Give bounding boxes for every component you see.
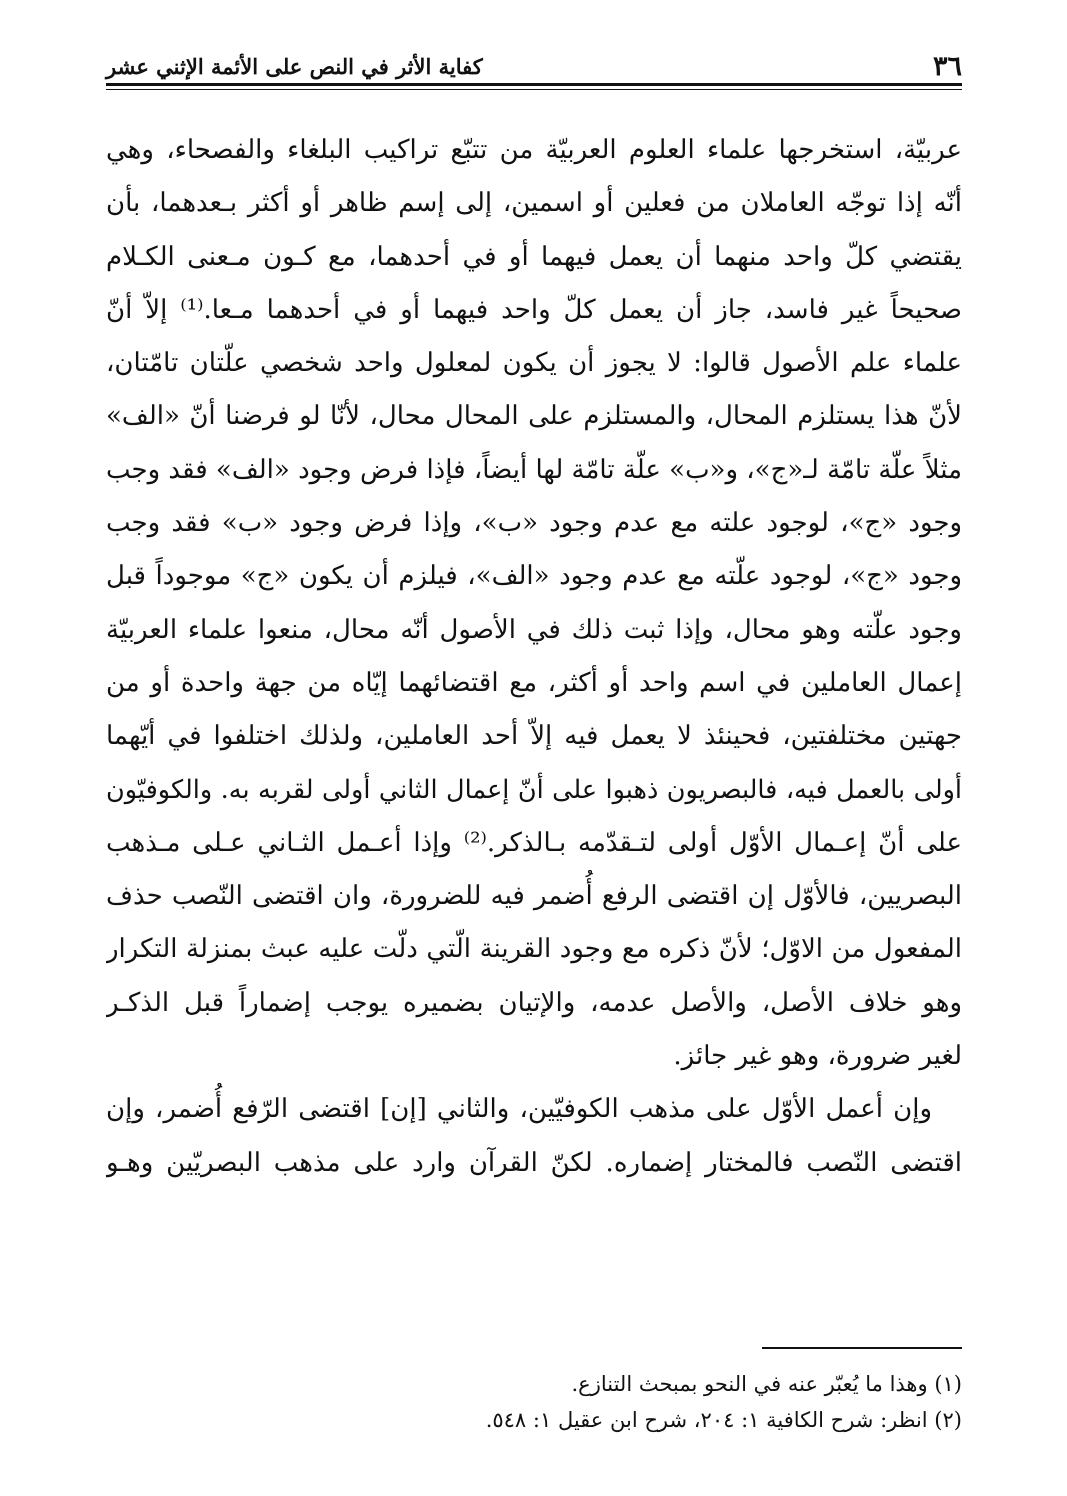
text-line: علماء علم الأصول قالوا: لا يجوز أن يكون لمعلول واحد شخصي علّتان تامّتان، — [106, 348, 962, 379]
text-line: اقتضى النّصب فالمختار إضماره. لكنّ القرآن وارد على مذهب البصريّين وهـو — [106, 1147, 962, 1178]
text-line: على أنّ إعـمال الأوّل أولى لتـقدّمه بـالذكر.⁽²⁾ وإذا أعـمل الثـاني عـلى مـذهب — [106, 827, 962, 858]
text-line: عربيّة، استخرجها علماء العلوم العربيّة من تتبّع تراكيب البلغاء والفصحاء، وهي — [106, 135, 962, 165]
text-line: وهو خلاف الأصل، والأصل عدمه، والإتيان بضميره يوجب إضماراً قبل الذكـر — [106, 987, 962, 1018]
footnote-2: (٢) انظر: شرح الكافية ١: ٢٠٤، شرح ابن عقيل ١: ٥٤٨. — [485, 1408, 962, 1432]
text-line: لأنّ هذا يستلزم المحال، والمستلزم على المحال محال، لأنّا لو فرضنا أنّ «الف» — [106, 401, 962, 432]
text-line: وجود «ج»، لوجود علّته مع عدم وجود «الف»، فيلزم أن يكون «ج» موجوداً قبل — [106, 561, 962, 592]
main-text — [106, 124, 962, 1190]
text-line: جهتين مختلفتين، فحينئذ لا يعمل فيه إلاّ أحد العاملين، ولذلك اختلفوا في أيّهما — [106, 721, 962, 752]
text-line: صحيحاً غير فاسد، جاز أن يعمل كلّ واحد فيهما أو في أحدهما مـعا.⁽¹⁾ إلاّ أنّ — [106, 294, 962, 325]
text-line: مثلاً علّة تامّة لـ«ج»، و«ب» علّة تامّة لها أيضاً، فإذا فرض وجود «الف» فقد وجب — [106, 454, 962, 485]
footnotes — [106, 1366, 962, 1438]
text-line: وجود «ج»، لوجود علته مع عدم وجود «ب»، وإذا فرض وجود «ب» فقد وجب — [106, 508, 962, 539]
paragraph-end-line: لغير ضرورة، وهو غير جائز. — [673, 1041, 962, 1072]
text-line: المفعول من الاوّل؛ لأنّ ذكره مع وجود القرينة الّتي دلّت عليه عبث بمنزلة التكرار — [106, 934, 962, 965]
footnote-1: (١) وهذا ما يُعبّر عنه في النحو بمبحث التنازع. — [571, 1372, 962, 1396]
header-rule-thick — [106, 83, 962, 86]
header-rule-thin — [106, 89, 962, 90]
text-line: أنّه إذا توجّه العاملان من فعلين أو اسمين، إلى إسم ظاهر أو أكثر بـعدهما، بأن — [106, 188, 962, 219]
page-number: ٣٦ — [932, 50, 962, 82]
paragraph-start-line: وإن أعمل الأوّل على مذهب الكوفيّين، والثاني [إن] اقتضى الرّفع أُضمر، وإن — [106, 1094, 933, 1125]
text-line: وجود علّته وهو محال، وإذا ثبت ذلك في الأصول أنّه محال، منعوا علماء العربيّة — [106, 614, 962, 645]
book-title: كفاية الأثر في النص على الأئمة الإثني عشر — [106, 53, 483, 79]
running-head — [106, 48, 962, 84]
text-line: يقتضي كلّ واحد منهما أن يعمل فيهما أو في أحدهما، مع كـون مـعنى الكـلام — [106, 241, 962, 272]
text-line: أولى بالعمل فيه، فالبصريون ذهبوا على أنّ إعمال الثاني أولى لقربه به. والكوفيّون — [106, 774, 962, 805]
text-line: إعمال العاملين في اسم واحد أو أكثر، مع اقتضائهما إيّاه من جهة واحدة أو من — [106, 667, 962, 698]
footnote-separator — [762, 1347, 962, 1349]
text-line: البصريين، فالأوّل إن اقتضى الرفع أُضمر فيه للضرورة، وان اقتضى النّصب حذف — [106, 881, 962, 912]
